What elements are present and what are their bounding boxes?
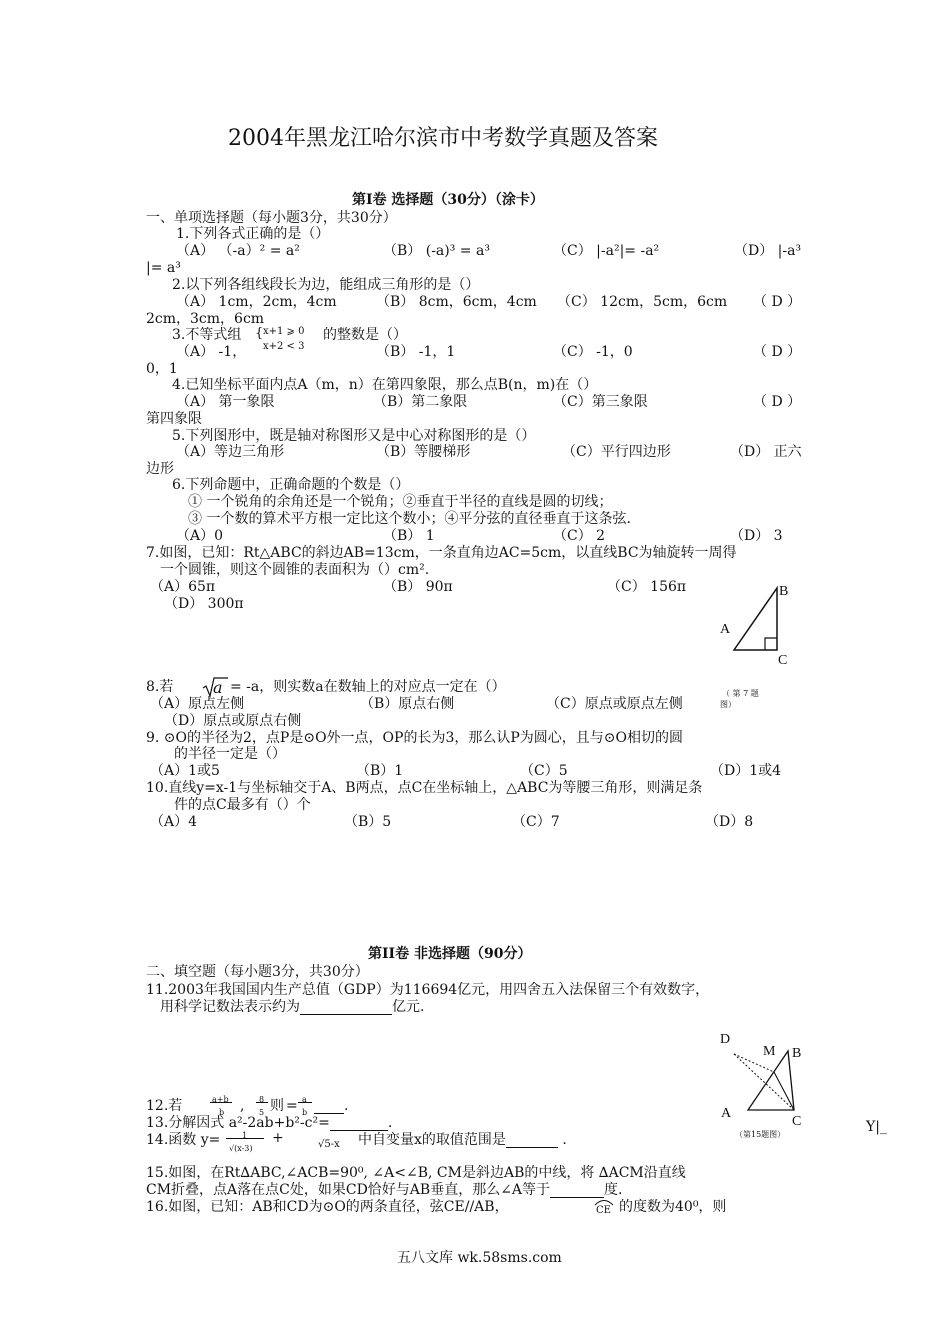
q15-answer-line <box>146 1182 623 1198</box>
q14-sqrt: √5-x <box>318 1139 340 1150</box>
q13-pre: 13.分解因式 a²-2ab+b²-c²= <box>146 1115 330 1131</box>
q7-option-a: （A）65π <box>150 579 216 595</box>
q12-post: . <box>344 1098 349 1114</box>
q10-option-d: （D）8 <box>705 814 754 830</box>
q13-line <box>146 1115 392 1131</box>
q8-option-b: （B）原点右侧 <box>360 696 455 712</box>
q10-option-a: （A）4 <box>150 814 198 830</box>
q7-triangle-figure <box>715 580 815 660</box>
page-title: 2004年黑龙江哈尔滨市中考数学真题及答案 <box>228 126 658 151</box>
q5-option-d-cont: 边形 <box>146 461 174 477</box>
q2-option-d-cont: 2cm，3cm，6cm <box>146 311 265 327</box>
q8-stem-post: = -a，则实数a在数轴上的对应点一定在（） <box>230 679 506 695</box>
q6-statement-line-1: ① 一个锐角的余角还是一个锐角；②垂直于半径的直线是圆的切线； <box>188 494 613 510</box>
q7-stem-cont: 一个圆锥，则这个圆锥的表面积为（）cm². <box>160 562 430 578</box>
q2-stem: 2.以下列各组线段长为边，能组成三角形的是（） <box>172 277 480 293</box>
q8-option-c: （C）原点或原点左侧 <box>546 696 683 712</box>
q12-frac2-bar <box>256 1102 268 1103</box>
q12-frac1-den: b <box>219 1108 225 1117</box>
q6-option-b: （B） 1 <box>383 528 435 544</box>
brace-icon: { <box>255 326 264 341</box>
q8-sqrt-arg: a <box>213 678 223 697</box>
q8-stem-pre: 8.若 <box>146 679 174 695</box>
q3-option-b: （B） -1，1 <box>376 344 456 360</box>
q4-option-d-cont: 第四象限 <box>146 411 202 427</box>
q9-option-b: （B）1 <box>356 763 404 779</box>
q1-option-d: （D） |-a³ <box>734 243 802 259</box>
q7-option-d: （D） 300π <box>164 596 244 612</box>
q12-frac2-num: 8 <box>259 1095 265 1104</box>
q15-label-m: M <box>763 1044 776 1059</box>
q9-stem-cont: 的半径一定是（） <box>174 746 286 762</box>
q3-option-d-cont: 0，1 <box>146 361 178 377</box>
q12-eq: = <box>286 1098 298 1114</box>
q7-label-c: C <box>778 653 788 668</box>
q16-arc-label: CE <box>596 1205 611 1216</box>
q12-answer-blank[interactable] <box>314 1099 344 1114</box>
q15-post: 度. <box>604 1182 623 1198</box>
q8-option-a: （A）原点左侧 <box>150 696 245 712</box>
q12-frac2-den: 5 <box>259 1108 265 1117</box>
q14-answer-line <box>358 1132 567 1148</box>
right-angle-mark <box>765 638 777 650</box>
q6-stem: 6.下列命题中，正确命题的个数是（） <box>172 477 410 493</box>
q12-frac3-num: a <box>302 1095 307 1104</box>
q15-label-b: B <box>792 1046 802 1061</box>
q14-frac-num: 1 <box>242 1131 248 1140</box>
section-1-title: 一、单项选择题（每小题3分，共30分） <box>146 210 397 226</box>
q5-option-c: （C）平行四边形 <box>562 444 671 460</box>
q12-mid: 则 <box>270 1098 284 1114</box>
q14-frac-bar <box>226 1138 264 1139</box>
q16-stem: 16.如图，已知：AB和CD为⊙O的两条直径，弦CE//AB， <box>146 1199 509 1215</box>
q14-frac-den: √(x-3) <box>229 1144 253 1153</box>
q6-option-c: （C） 2 <box>553 528 606 544</box>
q3-option-c: （C） -1，0 <box>553 344 633 360</box>
q12-pre: 12.若 <box>146 1098 183 1114</box>
q10-option-b: （B）5 <box>344 814 392 830</box>
q14-post: . <box>557 1132 567 1148</box>
q11-answer-line <box>160 999 424 1015</box>
q11-stem-pre: 用科学记数法表示约为 <box>160 999 300 1015</box>
q12-frac3-den: b <box>302 1108 308 1117</box>
q5-option-a: （A）等边三角形 <box>176 444 285 460</box>
q15-answer-blank[interactable] <box>550 1183 604 1198</box>
q2-option-b: （B） 8cm，6cm，4cm <box>376 294 537 310</box>
q15-label-c: C <box>792 1114 802 1129</box>
q7-figure-caption: （ 第 7 题 <box>722 689 759 698</box>
q15-stem-cont: CM折叠，点A落在点C处，如果CD恰好与AB垂直，那么∠A等于 <box>146 1182 551 1198</box>
q2-option-c: （C） 12cm，5cm，6cm <box>557 294 728 310</box>
q16-post: 的度数为40⁰，则 <box>619 1199 727 1215</box>
q15-label-a: A <box>721 1106 732 1121</box>
segment-dc <box>734 1054 794 1110</box>
q12-frac3-bar <box>298 1102 312 1103</box>
q10-stem: 10.直线y=x-1与坐标轴交于A、B两点，点C在坐标轴上，△ABC为等腰三角形，则满足条 <box>146 780 703 796</box>
q10-stem-cont: 件的点C最多有（）个 <box>174 797 311 813</box>
footer-watermark: 五八文库 wk.58sms.com <box>397 1250 562 1266</box>
q3-stem-post: 的整数是（） <box>323 327 407 343</box>
q4-option-d: （ D ） <box>753 394 802 410</box>
q1-option-b: （B） (-a)³ = a³ <box>383 243 490 259</box>
arc-icon <box>594 1198 614 1206</box>
q9-option-a: （A）1或5 <box>150 763 220 779</box>
q6-statement-line-2: ③ 一个数的算术平方根一定比这个数小；④平分弦的直径垂直于这条弦. <box>188 511 631 527</box>
q15-figure-caption: （第15题图） <box>735 1130 786 1139</box>
q7-label-b: B <box>779 584 789 599</box>
q4-stem: 4.已知坐标平面内点A（m，n）在第四象限，那么点B(n，m)在（） <box>172 377 598 393</box>
q12-frac1-num: a+b <box>212 1095 229 1104</box>
q15-stem: 15.如图，在Rt∆ABC,∠ACB=90⁰, ∠A<∠B, CM是斜边AB的中线，将 ∆ACM沿直线 <box>146 1165 686 1181</box>
q9-option-d: （D）1或4 <box>710 763 782 779</box>
q4-option-c: （C）第三象限 <box>553 394 648 410</box>
margin-mark: Y|_ <box>866 1119 887 1135</box>
q14-plus: + <box>272 1130 284 1146</box>
triangle-abc <box>734 588 777 650</box>
q15-label-d: D <box>720 1032 731 1047</box>
q14-pre: 14.函数 y= <box>146 1132 221 1148</box>
q7-option-c: （C） 156π <box>607 579 687 595</box>
q3-inequality-1: x+1 ⩾ 0 <box>263 326 305 337</box>
q1-option-d-cont: |= a³ <box>146 260 181 276</box>
q7-stem: 7.如图，已知：Rt△ABC的斜边AB=13cm，一条直角边AC=5cm，以直线BC为轴旋转一周得 <box>146 545 737 561</box>
part2-heading: 第II卷 非选择题（90分） <box>368 946 532 962</box>
q10-option-c: （C）7 <box>512 814 560 830</box>
q6-option-a: （A）0 <box>176 528 224 544</box>
q13-post: . <box>387 1115 393 1131</box>
q11-stem-post: 亿元. <box>392 999 425 1015</box>
q12-answer-line <box>314 1098 348 1114</box>
q5-option-b: （B）等腰梯形 <box>376 444 471 460</box>
q4-option-b: （B）第二象限 <box>373 394 468 410</box>
q11-stem: 11.2003年我国国内生产总值（GDP）为116694亿元，用四舍五入法保留三个有效数字， <box>146 982 710 998</box>
q1-stem: 1.下列各式正确的是（） <box>176 226 330 242</box>
q12-frac1-bar <box>210 1102 232 1103</box>
q3-option-a: （A） -1， <box>176 344 247 360</box>
q7-figure-caption-cont: 图） <box>720 700 736 709</box>
q8-option-d: （D）原点或原点右侧 <box>164 713 302 729</box>
q3-inequality-2: x+2 < 3 <box>263 341 305 352</box>
q4-option-a: （A） 第一象限 <box>176 394 275 410</box>
q14-answer-blank[interactable] <box>506 1133 558 1148</box>
q13-answer-blank[interactable] <box>330 1116 388 1131</box>
section-2-title: 二、填空题（每小题3分，共30分） <box>146 964 369 980</box>
q9-option-c: （C）5 <box>520 763 568 779</box>
q11-answer-blank[interactable] <box>300 1000 392 1015</box>
q1-option-c: （C） |-a²|= -a² <box>553 243 660 259</box>
q7-option-b: （B） 90π <box>383 579 453 595</box>
q14-mid: 中自变量x的取值范围是 <box>358 1132 506 1148</box>
part1-heading: 第Ⅰ卷 选择题（30分）（涂卡） <box>352 192 544 208</box>
q1-option-a: （A） （-a）² = a² <box>176 243 300 259</box>
q5-option-d: （D） 正六 <box>730 444 802 460</box>
q9-stem: 9. ⊙O的半径为2，点P是⊙O外一点，OP的长为3，那么认P为圆心，且与⊙O相切的圆 <box>146 730 683 746</box>
q7-label-a: A <box>720 622 731 637</box>
q3-stem-pre: 3.不等式组 <box>172 327 242 343</box>
q5-stem: 5.下列图形中，既是轴对称图形又是中心对称图形的是（） <box>172 428 536 444</box>
q2-option-a: （A） 1cm，2cm，4cm <box>176 294 337 310</box>
q3-option-d: （ D ） <box>753 344 802 360</box>
q6-option-d: （D） 3 <box>730 528 783 544</box>
q12-comma: , <box>240 1098 245 1114</box>
q2-option-d: （ D ） <box>753 294 802 310</box>
